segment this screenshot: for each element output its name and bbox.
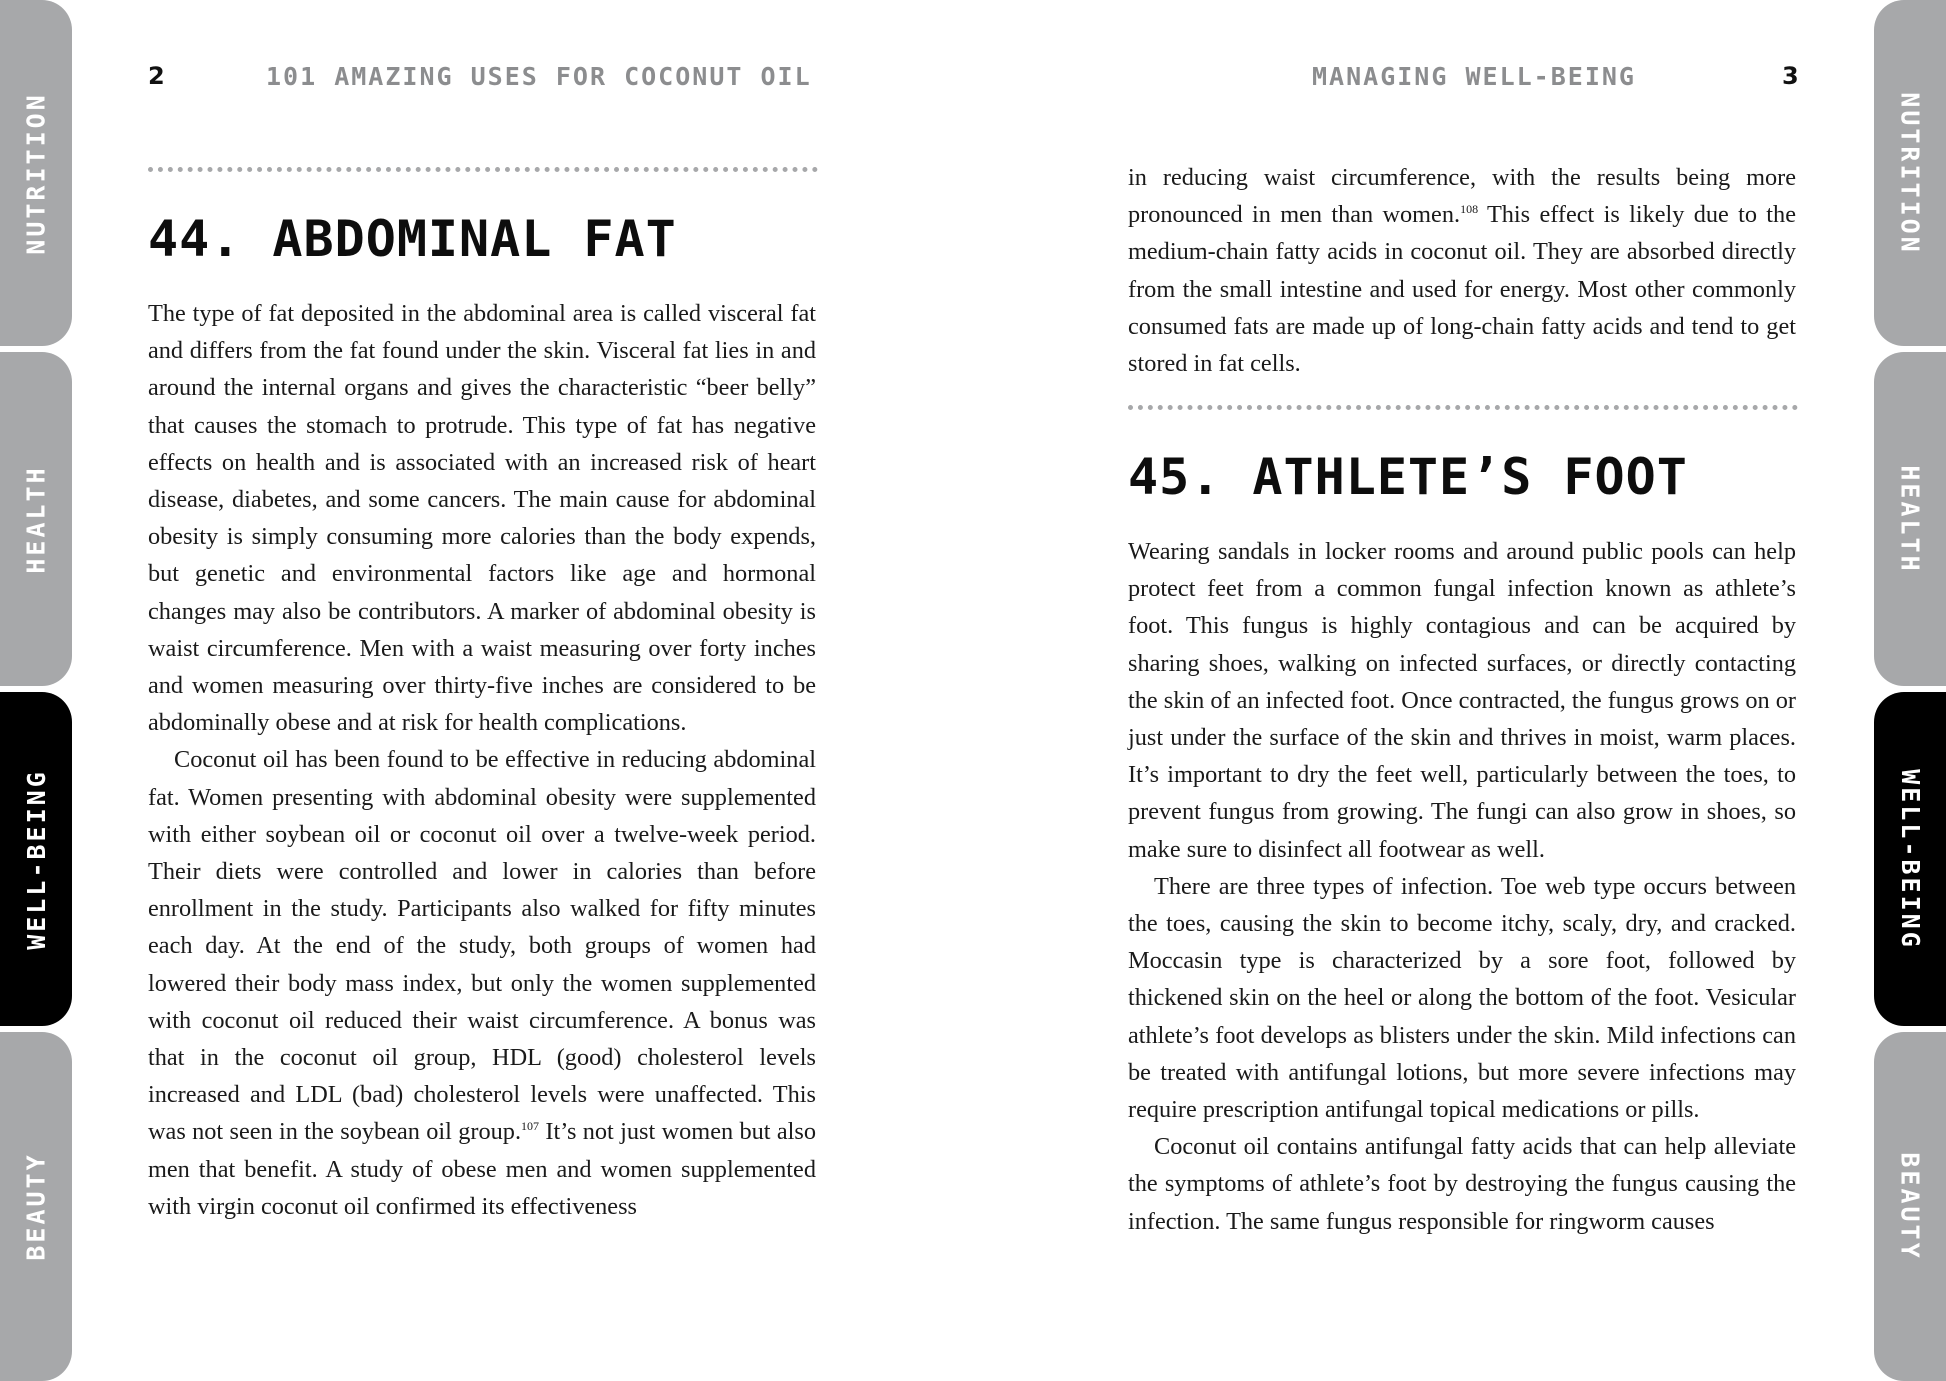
paragraph-text: in reducing waist circumference, with the results being more pronounced in men than women. <box>1128 164 1796 229</box>
section-title: 45. ATHLETE’S FOOT <box>1128 448 1688 506</box>
side-tab-beauty-left[interactable] <box>0 1032 72 1381</box>
page-number: 3 <box>1782 62 1799 90</box>
section-divider <box>1128 405 1798 410</box>
side-tab-health-right[interactable] <box>1874 352 1946 686</box>
body-text <box>148 295 816 1225</box>
side-tab-label: WELL-BEING <box>1895 768 1925 950</box>
section-title: 44. ABDOMINAL FAT <box>148 210 677 268</box>
side-tab-health-left[interactable] <box>0 352 72 686</box>
body-text <box>1128 533 1796 1240</box>
paragraph: Wearing sandals in locker rooms and around public pools can help protect feet from a common fungal infection known as athlete’s foot. This fungus is highly contagious and can be acquired by sharing shoes, walking on infected surfaces, or directly contacting the skin of an infected foot. Once contracted, the fungus grows on or just under the surface of the skin and thrives in moist, warm places. It’s important to dry the feet well, particularly between the toes, to prevent fungus from growing. The fungi can also grow in shoes, so make sure to disinfect all footwear as well. <box>1128 538 1796 863</box>
running-head: MANAGING WELL-BEING <box>1312 62 1636 91</box>
page-number: 2 <box>148 62 165 90</box>
side-tab-nutrition-left[interactable] <box>0 0 72 346</box>
paragraph: There are three types of infection. Toe web type occurs between the toes, causing the skin to become itchy, scaly, dry, and cracked. Moccasin type is characterized by a sore foot, followed by thickened skin on the heel or along the bottom of the foot. Vesicular athlete’s foot develops as blisters under the skin. Mild infections can be treated with antifungal lotions, but more severe infections may require prescription antifungal topical medications or pills. <box>1128 872 1796 1124</box>
paragraph <box>148 741 816 1225</box>
body-text-continuation <box>1128 159 1796 382</box>
side-tab-label: WELL-BEING <box>21 768 51 950</box>
side-tab-well-being-left[interactable] <box>0 692 72 1026</box>
side-tab-beauty-right[interactable] <box>1874 1032 1946 1381</box>
running-head: 101 AMAZING USES FOR COCONUT OIL <box>266 62 812 91</box>
footnote-ref[interactable]: 107 <box>521 1119 540 1134</box>
side-tab-label: HEALTH <box>1895 464 1925 574</box>
side-tab-label: BEAUTY <box>21 1152 51 1261</box>
section-divider <box>148 167 818 172</box>
side-tab-label: BEAUTY <box>1895 1152 1925 1261</box>
paragraph-text: It’s not just women but also men that benefit. A study of obese men and women supplemented with virgin coconut oil confirmed its effectiveness <box>148 1118 817 1220</box>
paragraph: The type of fat deposited in the abdominal area is called visceral fat and differs from the fat found under the skin. Visceral fat lies in and around the internal organs and gives the characteristic “beer belly” that causes the stomach to protrude. This type of fat has negative effects on health and is associated with an increased risk of heart disease, diabetes, and some cancers. The main cause for abdominal obesity is simply consuming more calories than the body expends, but genetic and environmental factors like age and hormonal changes may also be contributors. A marker of abdominal obesity is waist circumference. Men with a waist measuring over forty inches and women measuring over thirty-five inches are considered to be abdominally obese and at risk for health complications. <box>148 300 816 737</box>
side-tab-label: HEALTH <box>21 464 51 574</box>
paragraph-text: This effect is likely due to the medium-chain fatty acids in coconut oil. They are absorbed directly from the small intestine and used for energy. Most other commonly consumed fats are made up of long-chain fatty acids and tend to get stored in fat cells. <box>1128 201 1796 378</box>
paragraph <box>1128 159 1796 382</box>
side-tab-nutrition-right[interactable] <box>1874 0 1946 346</box>
side-tab-label: NUTRITION <box>1895 91 1925 255</box>
side-tab-label: NUTRITION <box>21 91 51 255</box>
side-tab-well-being-right[interactable] <box>1874 692 1946 1026</box>
footnote-ref[interactable]: 108 <box>1460 202 1479 217</box>
paragraph: Coconut oil contains antifungal fatty acids that can help alleviate the symptoms of athlete’s foot by destroying the fungus causing the infection. The same fungus responsible for ringworm causes <box>1128 1133 1796 1235</box>
paragraph-text: Coconut oil has been found to be effective in reducing abdominal fat. Women presenting with abdominal obesity were supplemented with either soybean oil or coconut oil over a twelve-week period. Their diets were controlled and lower in calories than before enrollment in the study. Participants also walked for fifty minutes each day. At the end of the study, both groups of women had lowered their body mass index, but only the women supplemented with coconut oil reduced their waist circumference. A bonus was that in the coconut oil group, HDL (good) cholesterol levels increased and LDL (bad) cholesterol levels were unaffected. This was not seen in the soybean oil group. <box>148 746 816 1146</box>
